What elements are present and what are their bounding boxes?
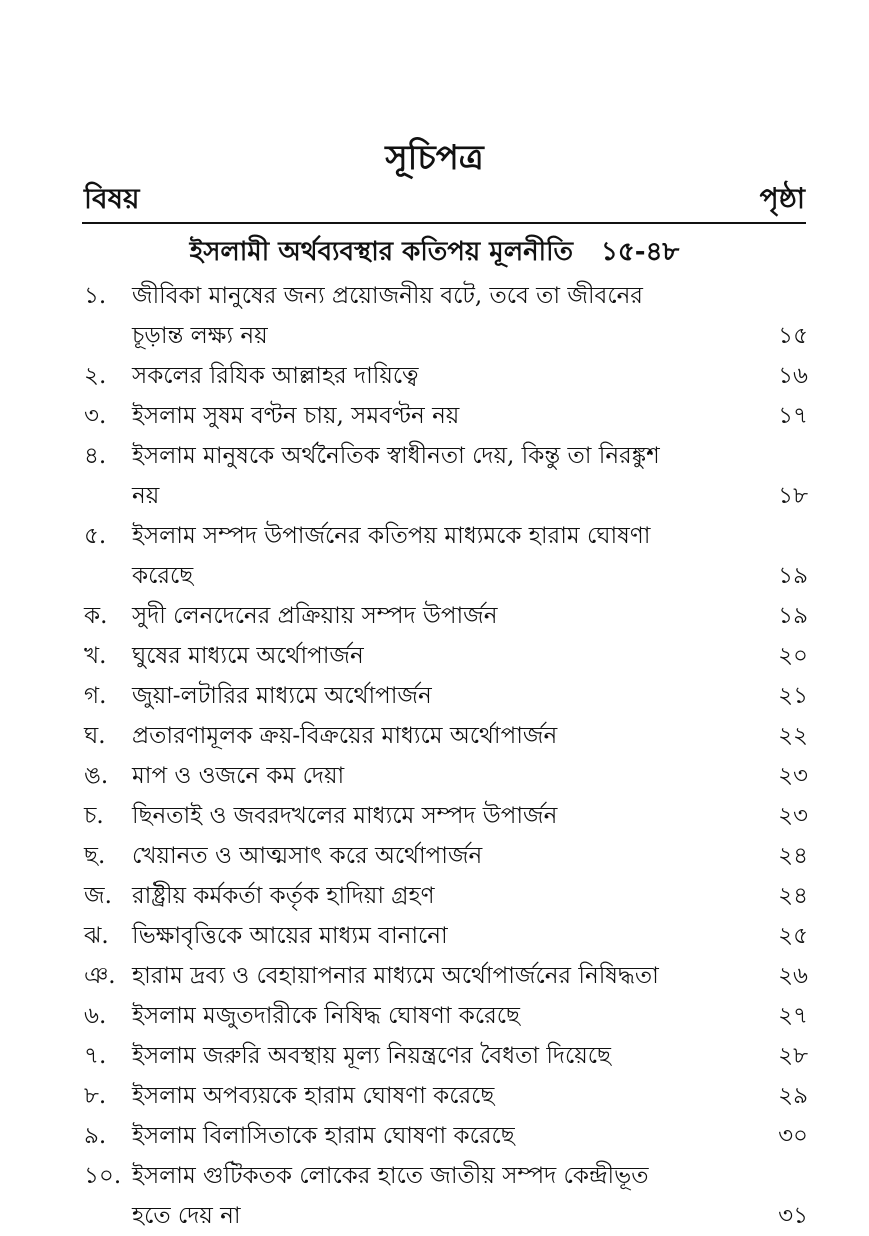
toc-entry-line: হতে দেয় না [132,1203,241,1229]
toc-entry-page: ২৩ [778,763,808,789]
toc-entry-line: ছিনতাই ও জবরদখলের মাধ্যমে সম্পদ উপার্জন [132,803,558,829]
toc-entry-line: ইসলাম মানুষকে অর্থনৈতিক স্বাধীনতা দেয়, কিন্তু তা নিরঙ্কুশ [132,443,660,469]
toc-entry [84,716,808,756]
toc-entry-number: ৮. [84,1083,107,1109]
toc-entry-number: ২. [84,363,107,389]
toc-entry-text [132,396,752,436]
toc-entry-line: সুদী লেনদেনের প্রক্রিয়ায় সম্পদ উপার্জন [132,603,498,629]
toc-entry-line: রাষ্ট্রীয় কর্মকর্তা কর্তৃক হাদিয়া গ্রহণ [132,883,435,909]
toc-entry-text [132,996,752,1036]
toc-entry-text [132,796,752,836]
toc-entry-number: ঝ. [84,923,109,949]
toc-entry-page: ২৪ [778,883,808,909]
toc-entry [84,1156,808,1236]
toc-entry-text [132,516,752,596]
toc-entry-line: জীবিকা মানুষের জন্য প্রয়োজনীয় বটে, তবে তা জীবনের [132,283,643,309]
toc-entry [84,1076,808,1116]
toc-entry-text [132,1116,752,1156]
toc-entry-page: ৩০ [778,1123,808,1149]
toc-entry-number: ১০. [84,1163,122,1189]
toc-entry-number: ঞ. [84,963,116,989]
toc-entry-line: প্রতারণামূলক ক্রয়-বিক্রয়ের মাধ্যমে অর্থোপার্জন [132,723,558,749]
toc-entry-line: ইসলাম গুটিকতক লোকের হাতে জাতীয় সম্পদ কেন্দ্রীভূত [132,1163,649,1189]
toc-entry [84,636,808,676]
toc-entry [84,596,808,636]
toc-entry-page: ১৮ [778,483,808,509]
toc-entry [84,756,808,796]
toc-entry-number: ৯. [84,1123,107,1149]
toc-entry-line: ভিক্ষাবৃত্তিকে আয়ের মাধ্যম বানানো [132,923,448,949]
toc-entry-line: জুয়া-লটারির মাধ্যমে অর্থোপার্জন [132,683,432,709]
toc-entry-text [132,836,752,876]
page-title: সূচিপত্র [385,138,484,178]
toc-entry-text [132,956,752,996]
toc-entry-line: খেয়ানত ও আত্মসাৎ করে অর্থোপার্জন [132,843,483,869]
toc-entry-page: ১৭ [778,403,808,429]
toc-entry-number: চ. [84,803,104,829]
toc-entry-text [132,356,752,396]
toc-entry-number: ৫. [84,523,107,549]
toc-entry-text [132,676,752,716]
toc-entry [84,876,808,916]
toc-entry-number: ৭. [84,1043,107,1069]
toc-entry-number: ছ. [84,843,106,869]
section-heading [0,232,869,272]
toc-entry [84,396,808,436]
toc-entry-line: ঘুষের মাধ্যমে অর্থোপার্জন [132,643,364,669]
toc-entry-line: ইসলাম সম্পদ উপার্জনের কতিপয় মাধ্যমকে হারাম ঘোষণা [132,523,651,549]
toc-entry-page: ২০ [778,643,808,669]
toc-entry-number: ৬. [84,1003,107,1029]
toc-entry-page: ২৯ [778,1083,808,1109]
toc-entry-line: ইসলাম মজুতদারীকে নিষিদ্ধ ঘোষণা করেছে [132,1003,520,1029]
toc-entry-number: ৩. [84,403,107,429]
toc-entry-page: ১৯ [778,603,808,629]
toc-entry [84,836,808,876]
page-column-label: পৃষ্ঠা [759,182,805,215]
toc-entry-line: ইসলাম জরুরি অবস্থায় মূল্য নিয়ন্ত্রণের বৈধতা দিয়েছে [132,1043,611,1069]
toc-entry-text [132,916,752,956]
toc-entry-page: ২৮ [778,1043,808,1069]
toc-entry-line: হারাম দ্রব্য ও বেহায়াপনার মাধ্যমে অর্থোপার্জনের নিষিদ্ধতা [132,963,659,989]
toc-entry-text [132,1036,752,1076]
section-title: ইসলামী অর্থব্যবস্থার কতিপয় মূলনীতি [189,237,574,267]
toc-entry-number: খ. [84,643,107,669]
toc-entry [84,1116,808,1156]
toc-entry-page: ২১ [778,683,808,709]
toc-entry-page: ১৯ [778,563,808,589]
toc-entry-page: ২৩ [778,803,808,829]
toc-entry-number: জ. [84,883,112,909]
toc-entry-page: ২৪ [778,843,808,869]
toc-entry-page: ২২ [778,723,808,749]
toc-entry [84,1036,808,1076]
toc-entry-line: মাপ ও ওজনে কম দেয়া [132,763,345,789]
toc-entry-number: ঙ. [84,763,109,789]
toc-list [84,276,808,1236]
toc-entry [84,436,808,516]
toc-entry-page: ২৬ [778,963,808,989]
toc-entry [84,516,808,596]
toc-entry [84,796,808,836]
toc-entry [84,916,808,956]
toc-entry-text [132,436,752,516]
toc-entry-text [132,1076,752,1116]
toc-entry-line: নয় [132,483,160,509]
toc-entry-text [132,756,752,796]
toc-entry-number: ৪. [84,443,107,469]
toc-entry-text [132,636,752,676]
toc-entry-text [132,876,752,916]
toc-entry [84,676,808,716]
toc-entry-line: ইসলাম অপব্যয়কে হারাম ঘোষণা করেছে [132,1083,495,1109]
toc-entry-number: গ. [84,683,107,709]
toc-entry [84,356,808,396]
toc-entry-page: ১৬ [778,363,808,389]
toc-entry-page: ২৭ [778,1003,808,1029]
toc-entry-number: ১. [84,283,107,309]
header-divider [82,222,806,224]
toc-entry-line: ইসলাম সুষম বণ্টন চায়, সমবণ্টন নয় [132,403,460,429]
toc-entry-number: ক. [84,603,108,629]
toc-entry-page: ৩১ [778,1203,808,1229]
section-page-range: ১৫-৪৮ [601,237,680,267]
toc-entry-line: করেছে [132,563,194,589]
toc-entry-text [132,716,752,756]
toc-entry-text [132,276,752,356]
toc-entry-page: ২৫ [778,923,808,949]
toc-entry-text [132,596,752,636]
toc-entry [84,276,808,356]
toc-entry-line: সকলের রিযিক আল্লাহর দায়িত্বে [132,363,419,389]
toc-entry-line: চূড়ান্ত লক্ষ্য নয় [132,323,268,349]
toc-entry-page: ১৫ [778,323,808,349]
toc-entry [84,996,808,1036]
toc-entry [84,956,808,996]
toc-entry-number: ঘ. [84,723,106,749]
toc-entry-text [132,1156,752,1236]
toc-entry-line: ইসলাম বিলাসিতাকে হারাম ঘোষণা করেছে [132,1123,515,1149]
subject-column-label: বিষয় [84,182,140,215]
